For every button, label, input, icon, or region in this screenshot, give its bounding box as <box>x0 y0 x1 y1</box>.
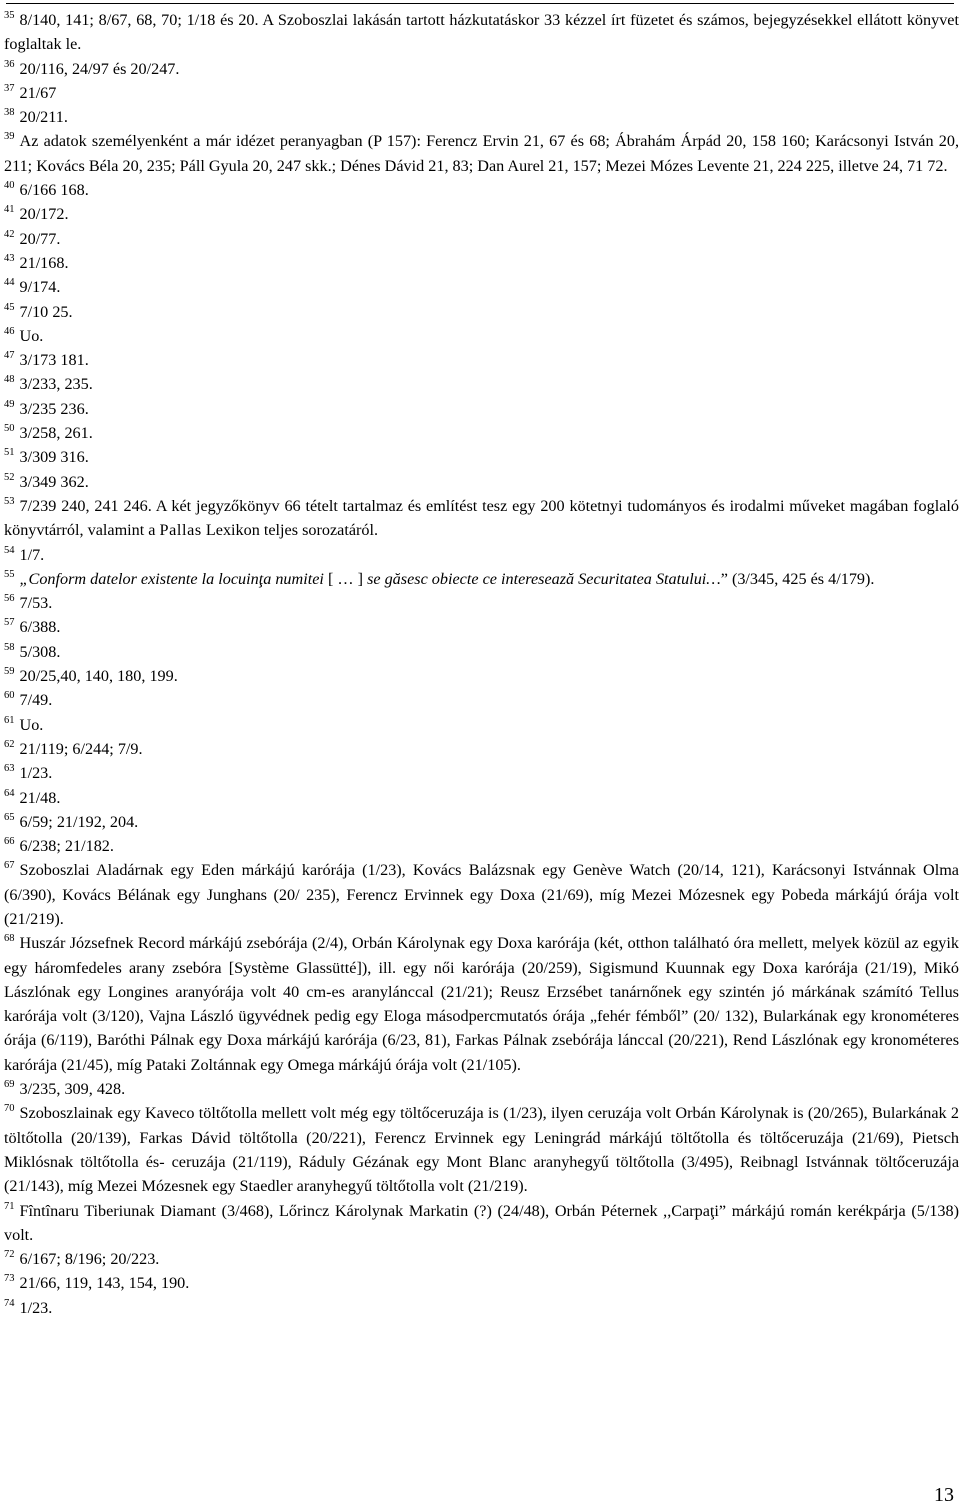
footnote-text: 7/53. <box>19 594 53 613</box>
footnote-54 <box>4 543 959 567</box>
footnote-text: 3/309 316. <box>19 448 89 467</box>
footnote-text: 21/48. <box>19 788 61 807</box>
footnote-51 <box>4 445 959 469</box>
footnote-number: 74 <box>4 1297 15 1309</box>
footnote-text: 21/66, 119, 143, 154, 190. <box>19 1274 190 1293</box>
footnote-text-end: Lexikon teljes sorozatáról. <box>201 521 379 540</box>
footnote-number: 47 <box>4 350 15 362</box>
footnote-46 <box>4 324 959 348</box>
footnote-text: 3/173 181. <box>19 351 89 370</box>
footnote-text: Szoboszlai Aladárnak egy Eden márkájú karórája (1/23), Kovács Balázsnak egy Genève Watch (20/14, 121), Karácsonyi Istvánnak Olma (6/390), Kovács Bélának egy Junghans (20/ 235), Ferencz Ervinnek egy Doxa (21/69), míg Mezei Mózesnek egy Pobeda márkájú órája volt (21/219). <box>4 861 959 928</box>
footnote-number: 39 <box>4 131 15 143</box>
footnote-text: 3/258, 261. <box>19 424 93 443</box>
footnote-text: 3/233, 235. <box>19 375 93 394</box>
footnote-61 <box>4 713 959 737</box>
footnote-number: 46 <box>4 325 15 337</box>
footnote-number: 42 <box>4 228 15 240</box>
footnote-text: 7/239 240, 241 246. A két jegyzőkönyv 66 tételt tartalmaz és említést tesz egy 200 kötetnyi tudományos és irodalmi műveket magában foglaló könyvtárról, valamint a <box>4 496 959 540</box>
footnote-number: 60 <box>4 690 15 702</box>
footnote-text: 21/168. <box>19 253 69 272</box>
footnote-text: 6/167; 8/196; 20/223. <box>19 1250 160 1269</box>
footnote-53 <box>4 494 959 543</box>
romanian-quote-part-2: se găsesc obiecte ce interesează Securitatea Statului… <box>363 569 721 588</box>
footnote-number: 66 <box>4 836 15 848</box>
footnote-number: 51 <box>4 447 15 459</box>
footnote-number: 64 <box>4 787 15 799</box>
footnote-39 <box>4 129 959 178</box>
footnote-text: 6/388. <box>19 618 61 637</box>
footnote-50 <box>4 421 959 445</box>
footnote-43 <box>4 251 959 275</box>
footnote-text: Az adatok személyenként a már idézet peranyagban (P 157): Ferencz Ervin 21, 67 és 68; Ábrahám Árpád 20, 158 160; Karácsonyi István 20, 211; Kovács Béla 20, 235; Páll Gyula 20, 247 skk.; Dénes Dávid 21, 83; Dan Aurel 21, 157; Mezei Mózes Levente 21, 224 225, illetve 24, 71 72. <box>4 132 959 175</box>
footnote-text: 7/10 25. <box>19 302 73 321</box>
footnote-60 <box>4 688 959 712</box>
footnote-number: 44 <box>4 277 15 289</box>
footnote-37 <box>4 81 959 105</box>
footnote-text: Fîntînaru Tiberiunak Diamant (3/468), Lőrincz Károlynak Markatin (?) (24/48), Orbán Péternek ,,Carpaţi” márkájú román kerékpárja (5/138) volt. <box>4 1201 959 1244</box>
footnote-36 <box>4 57 959 81</box>
footnote-text: 1/23. <box>19 1298 53 1317</box>
footnote-41 <box>4 202 959 226</box>
footnote-67 <box>4 858 959 931</box>
footnote-number: 57 <box>4 617 15 629</box>
footnote-number: 38 <box>4 107 15 119</box>
footnote-42 <box>4 227 959 251</box>
footnote-73 <box>4 1271 959 1295</box>
footnote-number: 59 <box>4 666 15 678</box>
footnote-text: 20/116, 24/97 és 20/247. <box>19 59 180 78</box>
footnote-70 <box>4 1101 959 1198</box>
footnote-number: 67 <box>4 860 15 872</box>
footnote-text: 6/59; 21/192, 204. <box>19 812 139 831</box>
footnote-number: 37 <box>4 82 15 94</box>
footnote-text: Szoboszlainak egy Kaveco töltőtolla mellett volt még egy töltőceruzája is (1/23), ilyen ceruzája volt Orbán Károlynak is (20/265), Bularkának 2 töltőtolla (20/139), Farkas Dávid töltőtolla (20/221), Ferencz Ervinnek egy Leningrád márkájú töltőtolla és töltőceruzája (21/69), Pietsch Miklósnak töltőtolla és- ceruzája (21/119), Ráduly Gézának egy Mont Blanc aranyhegyű töltőtolla (3/495), Reibnagl Istvánnak töltőceruzája (21/143), míg Mezei Mózesnek egy Staedler aranyhegyű töltőtolla volt (21/219). <box>4 1104 959 1196</box>
footnote-55 <box>4 567 959 591</box>
footnote-number: 65 <box>4 811 15 823</box>
footnote-text: 6/166 168. <box>19 181 89 200</box>
footnote-text: 6/238; 21/182. <box>19 837 114 856</box>
footnote-number: 56 <box>4 593 15 605</box>
footnote-text: 1/7. <box>19 545 45 564</box>
footnote-number: 68 <box>4 933 15 945</box>
footnote-text: 20/77. <box>19 229 61 248</box>
footnote-number: 35 <box>4 10 15 21</box>
footnote-number: 36 <box>4 58 15 70</box>
footnote-text: 7/49. <box>19 691 53 710</box>
footnote-74 <box>4 1296 959 1320</box>
footnote-38 <box>4 105 959 129</box>
footnote-number: 73 <box>4 1273 15 1285</box>
footnote-number: 43 <box>4 252 15 264</box>
footnote-number: 53 <box>4 495 15 507</box>
footnote-71 <box>4 1199 959 1248</box>
footnote-text: 3/349 362. <box>19 472 89 491</box>
footnote-64 <box>4 786 959 810</box>
footnote-68 <box>4 931 959 1077</box>
footnote-number: 70 <box>4 1103 15 1115</box>
footnote-number: 54 <box>4 544 15 556</box>
footnote-58 <box>4 640 959 664</box>
footnote-52 <box>4 470 959 494</box>
footnote-number: 40 <box>4 180 15 192</box>
footnote-text: 21/119; 6/244; 7/9. <box>19 739 143 758</box>
footnote-number: 62 <box>4 738 15 750</box>
footnote-62 <box>4 737 959 761</box>
footnote-69 <box>4 1077 959 1101</box>
footnote-text: Uo. <box>19 326 44 345</box>
footnote-text: 20/172. <box>19 205 69 224</box>
footnote-text: 20/211. <box>19 108 68 127</box>
footnote-number: 61 <box>4 714 15 726</box>
footnote-text: Uo. <box>19 715 44 734</box>
pallas-word: Pallas <box>159 521 202 540</box>
footnote-49 <box>4 397 959 421</box>
footnote-text: 3/235 236. <box>19 399 89 418</box>
footnote-number: 50 <box>4 423 15 435</box>
footnote-number: 58 <box>4 641 15 653</box>
footnote-text: 8/140, 141; 8/67, 68, 70; 1/18 és 20. A Szoboszlai lakásán tartott házkutatáskor 33 kézzel írt füzetet és számos, bejegyzésekkel ellátott könyvet foglaltak le. <box>4 11 959 54</box>
footnotes-block <box>4 8 959 1320</box>
omission-bracket: [ … ] <box>327 569 364 588</box>
footnote-number: 63 <box>4 763 15 775</box>
footnote-number: 69 <box>4 1079 15 1091</box>
footnote-text: 3/235, 309, 428. <box>19 1080 126 1099</box>
footnote-57 <box>4 615 959 639</box>
quote-open-mark: „ <box>19 569 29 588</box>
footnote-59 <box>4 664 959 688</box>
footnote-66 <box>4 834 959 858</box>
footnote-text: 21/67 <box>19 83 57 102</box>
page-number: 13 <box>934 1484 954 1506</box>
footnote-number: 55 <box>4 568 15 580</box>
footnote-number: 45 <box>4 301 15 313</box>
footnote-text: 9/174. <box>19 278 61 297</box>
footnote-35 <box>4 8 959 57</box>
footnote-reference: (3/345, 425 és 4/179). <box>727 569 875 588</box>
footnote-56 <box>4 591 959 615</box>
footnote-number: 71 <box>4 1200 15 1212</box>
footnote-44 <box>4 275 959 299</box>
footnote-text: 20/25,40, 140, 180, 199. <box>19 667 178 686</box>
footnote-number: 49 <box>4 398 15 410</box>
footnote-63 <box>4 761 959 785</box>
quote-close-mark: ” <box>720 569 728 588</box>
footnote-47 <box>4 348 959 372</box>
footnote-72 <box>4 1247 959 1271</box>
footnote-48 <box>4 372 959 396</box>
footnote-separator-rule <box>6 3 954 4</box>
footnote-text: Huszár Józsefnek Record márkájú zsebórája (2/4), Orbán Károlynak egy Doxa karórája (két, otthon található óra mellett, melyek közül az egyik egy háromfedeles arany zsebóra [Système Glassütté]), ill. egy női karórája (20/259), Sigismund Kuunnak egy Doxa karórája (21/19), Mikó Lászlónak egy Longines aranyórája volt 40 cm-es aranylánccal (21/21); Reusz Erzsébet tanárnőnek egy szintén jó márkának számító Tellus karórája volt (3/120), Vajna László ügyvédnek pedig egy Eloga másodpercmutatós órája „fehér fémből” (20/ 132), Bularkának egy kronométeres órája (6/119), Baróthi Pálnak egy Doxa márkájú karórája (6/23, 81), Farkas Pálnak zsebórája lánccal (20/221), Rend Lászlónak egy kronométeres karórája (21/45), míg Pataki Zoltánnak egy Omega márkájú órája volt (21/105). <box>4 934 959 1074</box>
footnote-40 <box>4 178 959 202</box>
footnote-number: 41 <box>4 204 15 216</box>
footnote-number: 48 <box>4 374 15 386</box>
footnote-45 <box>4 300 959 324</box>
footnote-number: 52 <box>4 471 15 483</box>
footnote-text: 5/308. <box>19 642 61 661</box>
footnote-65 <box>4 810 959 834</box>
footnote-text: 1/23. <box>19 764 53 783</box>
footnote-number: 72 <box>4 1249 15 1261</box>
romanian-quote-part-1: Conform datelor existente la locuinţa numitei <box>28 569 328 588</box>
